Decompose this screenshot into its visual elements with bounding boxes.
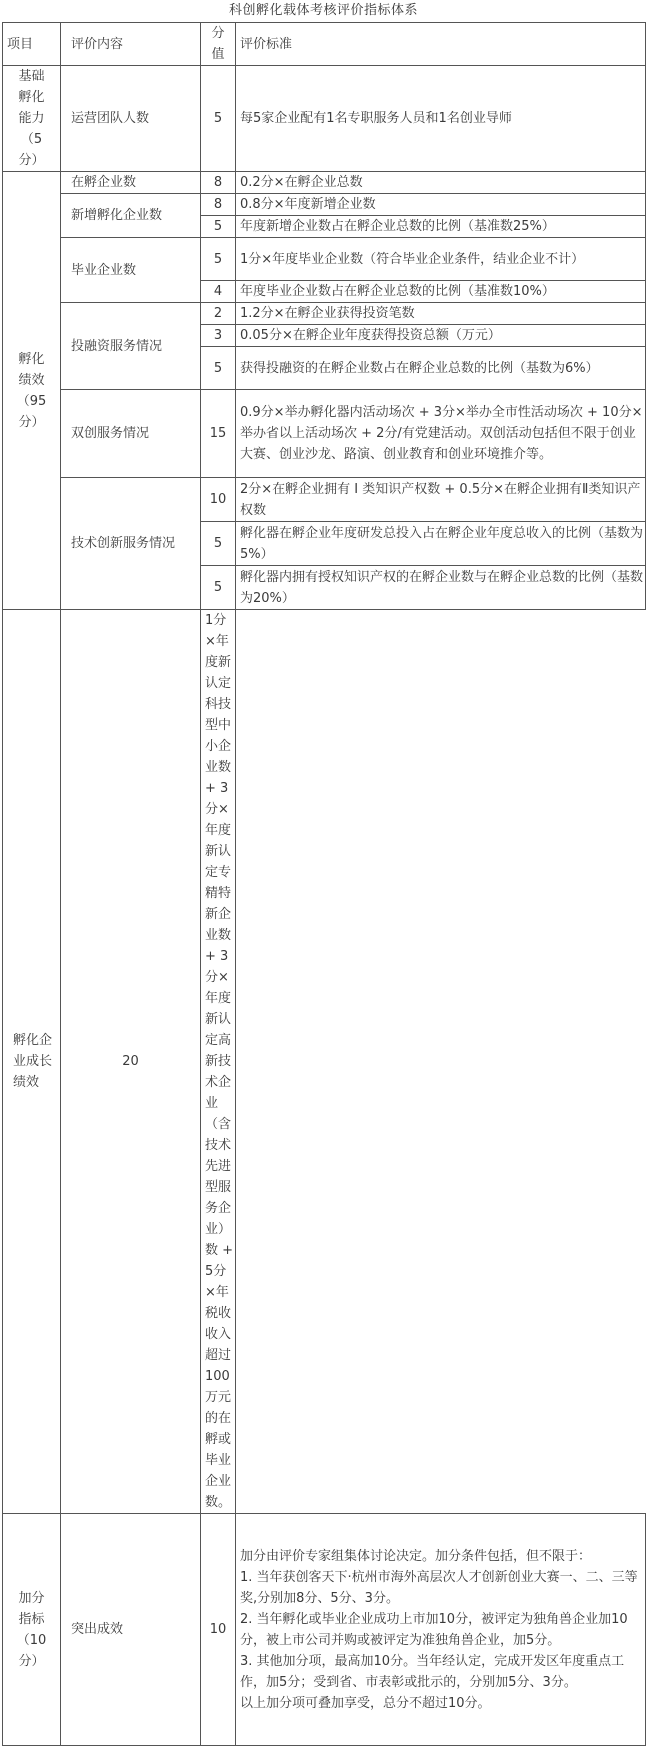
- content-cell: 孵化企业成长绩效: [3, 610, 61, 1514]
- header-standard: 评价标准: [236, 23, 646, 66]
- score-cell: 20: [61, 610, 201, 1514]
- content-cell: 在孵企业数: [61, 172, 201, 194]
- score-cell: 4: [201, 281, 236, 303]
- table-row: [3, 172, 646, 194]
- score-cell: 5: [201, 216, 236, 238]
- score-cell: 15: [201, 390, 236, 478]
- table-row: [3, 478, 646, 522]
- score-cell: 5: [201, 66, 236, 172]
- standard-cell: 2分×在孵企业拥有 Ⅰ 类知识产权数 + 0.5分×在孵企业拥有Ⅱ类知识产权数: [236, 478, 646, 522]
- score-cell: 5: [201, 522, 236, 566]
- section-bonus: 加分 指标 （10 分）: [3, 1514, 61, 1746]
- score-cell: 3: [201, 325, 236, 347]
- score-cell: 8: [201, 194, 236, 216]
- content-cell: 毕业企业数: [61, 238, 201, 303]
- standard-cell: 年度新增企业数占在孵企业总数的比例（基准数25%）: [236, 216, 646, 238]
- table-row: [3, 1514, 646, 1746]
- table-row: [3, 390, 646, 478]
- header-project: 项目: [3, 23, 61, 66]
- standard-cell: 1分×年度毕业企业数（符合毕业企业条件，结业企业不计）: [236, 238, 646, 281]
- standard-cell: 孵化器内拥有授权知识产权的在孵企业数与在孵企业总数的比例（基数为20%）: [236, 566, 646, 610]
- section-basic: 基础 孵化 能力 （5 分）: [3, 66, 61, 172]
- content-cell: 突出成效: [61, 1514, 201, 1746]
- standard-cell: 加分由评价专家组集体讨论决定。加分条件包括，但不限于： 1. 当年获创客天下·杭州市海外高层次人才创新创业大赛一、二、三等奖,分别加8分、5分、3分。 2. 当年孵化或毕业企业成功上市加10分，被评定为独角兽企业加10分，被上市公司并购或被评定为准独角兽企业，加5分。 3. 其他加分项，最高加10分。当年经认定，完成开发区年度重点工作，加5分；受到省、市表彰或批示的，分别加5分、3分。 以上加分项可叠加享受，总分不超过10分。: [236, 1514, 646, 1746]
- standard-cell: 1分×年度新认定科技型中小企业数 + 3分×年度新认定专精特新企业数 + 3分×年度新认定高新技术企业（含技术先进型服务企业）数 + 5分×年税收收入超过100万元的在孵或毕业企业数。: [201, 610, 236, 1514]
- standard-cell: 年度毕业企业数占在孵企业总数的比例（基准数10%）: [236, 281, 646, 303]
- content-cell: 投融资服务情况: [61, 303, 201, 390]
- header-row: [3, 23, 646, 66]
- table-row: [3, 303, 646, 325]
- content-cell: 双创服务情况: [61, 390, 201, 478]
- header-score: 分 值: [201, 23, 236, 66]
- table-row: [3, 194, 646, 216]
- standard-cell: 每5家企业配有1名专职服务人员和1名创业导师: [236, 66, 646, 172]
- table-row: [3, 238, 646, 281]
- content-cell: 新增孵化企业数: [61, 194, 201, 238]
- score-cell: 5: [201, 347, 236, 390]
- standard-cell: 1.2分×在孵企业获得投资笔数: [236, 303, 646, 325]
- section-performance: 孵化 绩效 （95 分）: [3, 172, 61, 610]
- table-title: 科创孵化载体考核评价指标体系: [228, 3, 418, 18]
- score-cell: 10: [201, 478, 236, 522]
- standard-cell: 0.05分×在孵企业年度获得投资总额（万元）: [236, 325, 646, 347]
- table-row: [3, 66, 646, 172]
- score-cell: 5: [201, 238, 236, 281]
- content-cell: 技术创新服务情况: [61, 478, 201, 610]
- score-cell: 2: [201, 303, 236, 325]
- content-cell: 运营团队人数: [61, 66, 201, 172]
- evaluation-table: [2, 22, 646, 1746]
- table-row: [3, 610, 646, 1514]
- header-content: 评价内容: [61, 23, 201, 66]
- standard-cell: 孵化器在孵企业年度研发总投入占在孵企业年度总收入的比例（基数为5%）: [236, 522, 646, 566]
- score-cell: 10: [201, 1514, 236, 1746]
- standard-cell: 0.9分×举办孵化器内活动场次 + 3分×举办全市性活动场次 + 10分×举办省以上活动场次 + 2分/有党建活动。双创活动包括但不限于创业大赛、创业沙龙、路演、创业教育和创业环境推介等。: [236, 390, 646, 478]
- standard-cell: 获得投融资的在孵企业数占在孵企业总数的比例（基数为6%）: [236, 347, 646, 390]
- standard-cell: 0.2分×在孵企业总数: [236, 172, 646, 194]
- standard-cell: 0.8分×年度新增企业数: [236, 194, 646, 216]
- score-cell: 8: [201, 172, 236, 194]
- score-cell: 5: [201, 566, 236, 610]
